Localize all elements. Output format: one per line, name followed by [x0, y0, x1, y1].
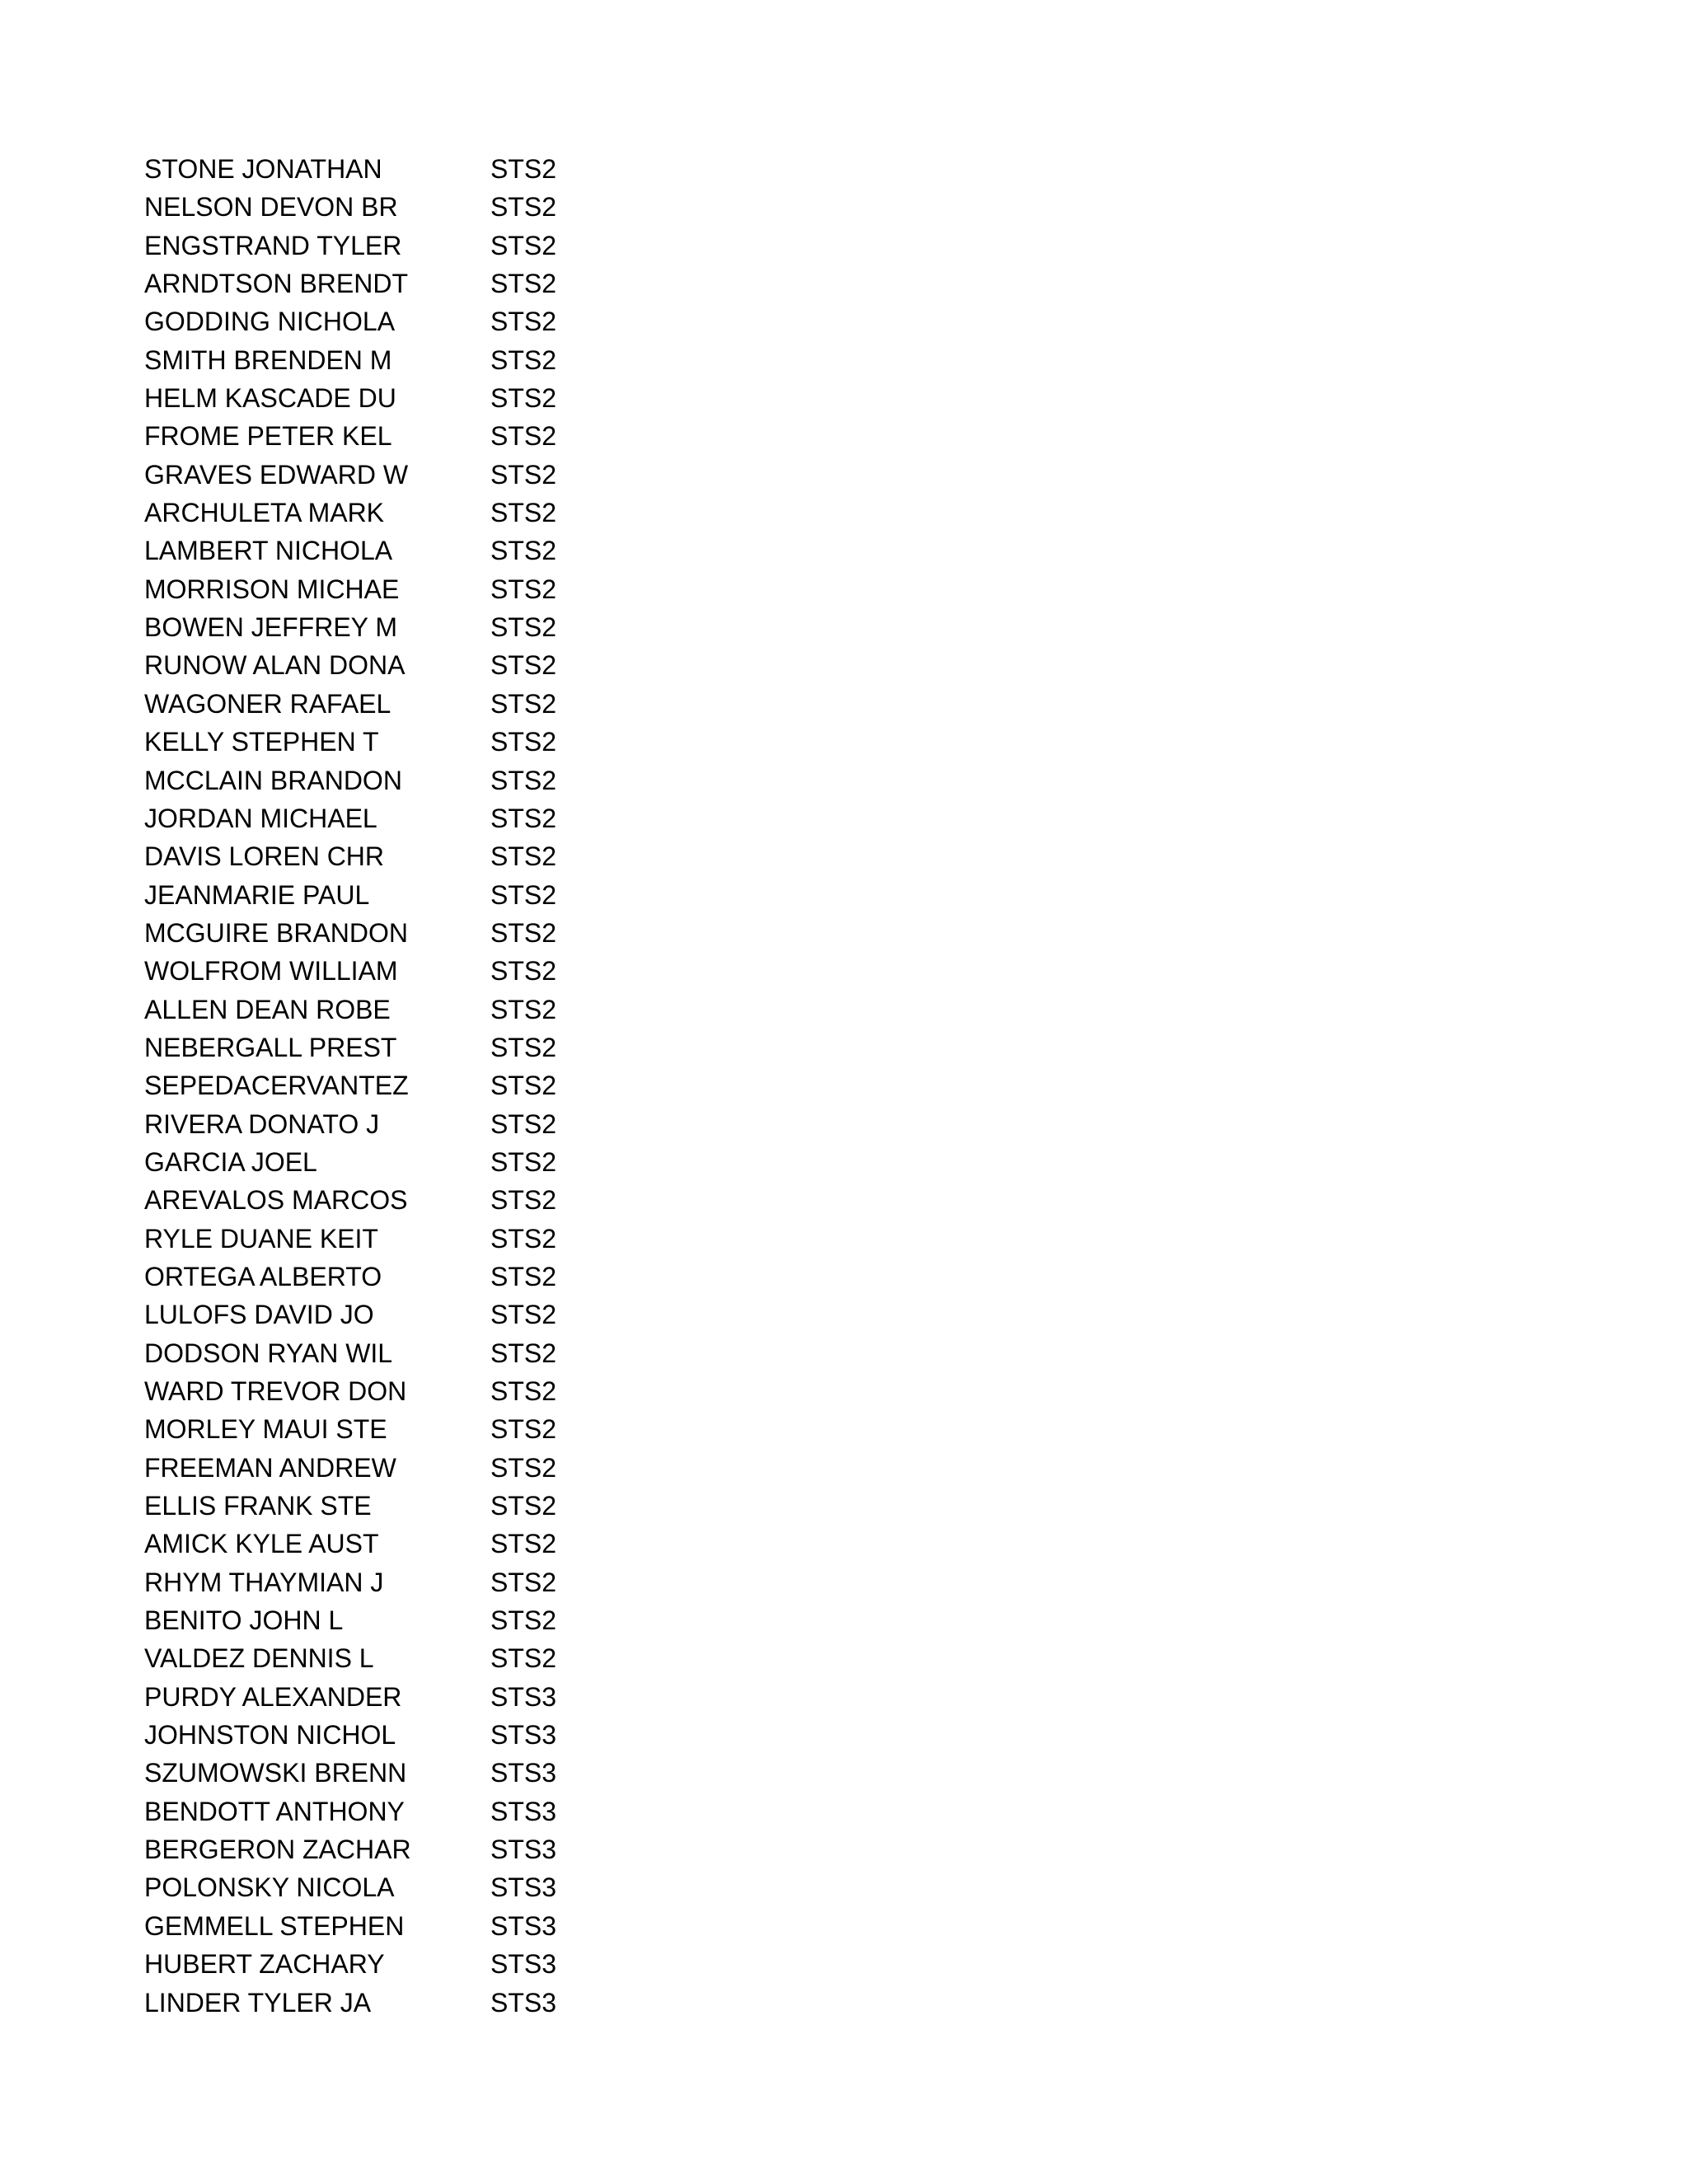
- roster-row: [144, 188, 639, 226]
- rank-code: STS2: [490, 1605, 557, 1636]
- roster-row: [144, 1563, 639, 1601]
- person-name: MORLEY MAUI STE: [144, 1414, 387, 1445]
- roster-row: [144, 302, 639, 340]
- rank-code: STS2: [490, 841, 557, 872]
- rank-code: STS2: [490, 1567, 557, 1597]
- person-name: STONE JONATHAN: [144, 154, 382, 184]
- rank-code: STS2: [490, 612, 557, 643]
- rank-code: STS2: [490, 1071, 557, 1101]
- rank-code: STS3: [490, 1720, 557, 1750]
- rank-code: STS2: [490, 1643, 557, 1674]
- rank-code: STS2: [490, 879, 557, 910]
- roster-row: [144, 150, 639, 188]
- rank-code: STS2: [490, 917, 557, 948]
- rank-code: STS2: [490, 1414, 557, 1445]
- person-name: NELSON DEVON BR: [144, 192, 398, 223]
- rank-code: STS2: [490, 498, 557, 528]
- roster-row: [144, 494, 639, 532]
- person-name: GODDING NICHOLA: [144, 307, 396, 337]
- roster-row: [144, 379, 639, 417]
- rank-code: STS3: [490, 1758, 557, 1788]
- rank-code: STS2: [490, 1223, 557, 1254]
- rank-code: STS3: [490, 1910, 557, 1941]
- person-name: RUNOW ALAN DONA: [144, 650, 406, 681]
- person-name: BENITO JOHN L: [144, 1605, 344, 1636]
- roster-row: [144, 532, 639, 569]
- person-name: LULOFS DAVID JO: [144, 1300, 374, 1330]
- roster-row: [144, 1601, 639, 1639]
- roster-row: [144, 1143, 639, 1181]
- person-name: HUBERT ZACHARY: [144, 1949, 385, 1980]
- roster-row: [144, 1945, 639, 1983]
- roster-row: [144, 1716, 639, 1754]
- person-name: KELLY STEPHEN T: [144, 727, 379, 757]
- person-name: MCCLAIN BRANDON: [144, 765, 402, 795]
- roster-row: [144, 1296, 639, 1333]
- person-name: AMICK KYLE AUST: [144, 1529, 379, 1559]
- roster-row: [144, 1525, 639, 1563]
- roster-row: [144, 799, 639, 837]
- person-name: MORRISON MICHAE: [144, 574, 400, 604]
- roster-row: [144, 1220, 639, 1258]
- person-name: NEBERGALL PREST: [144, 1032, 397, 1062]
- person-name: HELM KASCADE DU: [144, 383, 396, 414]
- person-name: JORDAN MICHAEL: [144, 803, 377, 833]
- person-name: POLONSKY NICOLA: [144, 1872, 395, 1903]
- person-name: GRAVES EDWARD W: [144, 459, 409, 490]
- roster-row: [144, 1105, 639, 1143]
- roster-row: [144, 876, 639, 914]
- person-name: JOHNSTON NICHOL: [144, 1720, 396, 1750]
- person-name: DODSON RYAN WIL: [144, 1338, 393, 1368]
- person-name: FROME PETER KEL: [144, 421, 392, 452]
- person-name: JEANMARIE PAUL: [144, 879, 370, 910]
- roster-row: [144, 1181, 639, 1219]
- roster-row: [144, 1793, 639, 1830]
- person-name: WAGONER RAFAEL: [144, 688, 392, 719]
- roster-row: [144, 1449, 639, 1487]
- rank-code: STS2: [490, 803, 557, 833]
- person-name: RIVERA DONATO J: [144, 1108, 380, 1139]
- roster-row: [144, 1907, 639, 1945]
- person-name: GEMMELL STEPHEN: [144, 1910, 405, 1941]
- rank-code: STS2: [490, 574, 557, 604]
- rank-code: STS2: [490, 994, 557, 1024]
- person-name: BERGERON ZACHAR: [144, 1835, 411, 1865]
- rank-code: STS2: [490, 1491, 557, 1521]
- roster-row: [144, 1066, 639, 1104]
- person-name: SEPEDACERVANTEZ: [144, 1071, 409, 1101]
- rank-code: STS2: [490, 192, 557, 223]
- rank-code: STS2: [490, 1261, 557, 1291]
- roster-row: [144, 1258, 639, 1296]
- rank-code: STS2: [490, 1032, 557, 1062]
- rank-code: STS3: [490, 1987, 557, 2018]
- person-name: ARNDTSON BRENDT: [144, 269, 409, 299]
- person-name: ORTEGA ALBERTO: [144, 1261, 382, 1291]
- rank-code: STS2: [490, 344, 557, 375]
- rank-code: STS2: [490, 307, 557, 337]
- roster-row: [144, 608, 639, 646]
- person-name: MCGUIRE BRANDON: [144, 917, 409, 948]
- person-name: ELLIS FRANK STE: [144, 1491, 372, 1521]
- rank-code: STS2: [490, 383, 557, 414]
- roster-row: [144, 837, 639, 875]
- person-name: ARCHULETA MARK: [144, 498, 385, 528]
- person-name: FREEMAN ANDREW: [144, 1452, 396, 1483]
- rank-code: STS3: [490, 1872, 557, 1903]
- roster-row: [144, 1639, 639, 1677]
- roster-row: [144, 1754, 639, 1792]
- roster-row: [144, 952, 639, 990]
- rank-code: STS2: [490, 269, 557, 299]
- rank-code: STS2: [490, 727, 557, 757]
- person-name: SZUMOWSKI BRENN: [144, 1758, 407, 1788]
- rank-code: STS2: [490, 1529, 557, 1559]
- rank-code: STS2: [490, 765, 557, 795]
- person-name: GARCIA JOEL: [144, 1146, 317, 1177]
- roster-row: [144, 417, 639, 455]
- rank-code: STS3: [490, 1949, 557, 1980]
- rank-code: STS2: [490, 536, 557, 566]
- rank-code: STS2: [490, 1300, 557, 1330]
- rank-code: STS2: [490, 459, 557, 490]
- person-name: ENGSTRAND TYLER: [144, 230, 402, 260]
- person-name: SMITH BRENDEN M: [144, 344, 392, 375]
- rank-code: STS2: [490, 1452, 557, 1483]
- person-name: DAVIS LOREN CHR: [144, 841, 385, 872]
- roster-list: [144, 150, 639, 2022]
- person-name: RHYM THAYMIAN J: [144, 1567, 384, 1597]
- rank-code: STS3: [490, 1796, 557, 1826]
- roster-row: [144, 1334, 639, 1372]
- roster-row: [144, 646, 639, 684]
- roster-row: [144, 456, 639, 494]
- roster-row: [144, 1830, 639, 1868]
- roster-row: [144, 991, 639, 1029]
- roster-row: [144, 570, 639, 608]
- person-name: AREVALOS MARCOS: [144, 1185, 408, 1216]
- rank-code: STS3: [490, 1681, 557, 1712]
- rank-code: STS2: [490, 1146, 557, 1177]
- roster-row: [144, 1487, 639, 1525]
- person-name: LAMBERT NICHOLA: [144, 536, 393, 566]
- rank-code: STS2: [490, 154, 557, 184]
- rank-code: STS3: [490, 1835, 557, 1865]
- person-name: BENDOTT ANTHONY: [144, 1796, 405, 1826]
- rank-code: STS2: [490, 1185, 557, 1216]
- person-name: LINDER TYLER JA: [144, 1987, 372, 2018]
- roster-row: [144, 1868, 639, 1906]
- rank-code: STS2: [490, 1108, 557, 1139]
- person-name: BOWEN JEFFREY M: [144, 612, 397, 643]
- roster-row: [144, 723, 639, 761]
- roster-row: [144, 1678, 639, 1716]
- rank-code: STS2: [490, 421, 557, 452]
- roster-row: [144, 914, 639, 952]
- rank-code: STS2: [490, 230, 557, 260]
- rank-code: STS2: [490, 688, 557, 719]
- roster-row: [144, 1029, 639, 1066]
- roster-row: [144, 265, 639, 302]
- person-name: RYLE DUANE KEIT: [144, 1223, 378, 1254]
- person-name: WARD TREVOR DON: [144, 1376, 407, 1406]
- rank-code: STS2: [490, 1338, 557, 1368]
- person-name: WOLFROM WILLIAM: [144, 956, 398, 987]
- roster-row: [144, 1984, 639, 2022]
- person-name: VALDEZ DENNIS L: [144, 1643, 374, 1674]
- roster-row: [144, 762, 639, 799]
- rank-code: STS2: [490, 1376, 557, 1406]
- roster-row: [144, 685, 639, 723]
- roster-row: [144, 1372, 639, 1410]
- person-name: PURDY ALEXANDER: [144, 1681, 402, 1712]
- rank-code: STS2: [490, 650, 557, 681]
- roster-row: [144, 1410, 639, 1448]
- roster-row: [144, 227, 639, 265]
- person-name: ALLEN DEAN ROBE: [144, 994, 391, 1024]
- rank-code: STS2: [490, 956, 557, 987]
- roster-row: [144, 341, 639, 379]
